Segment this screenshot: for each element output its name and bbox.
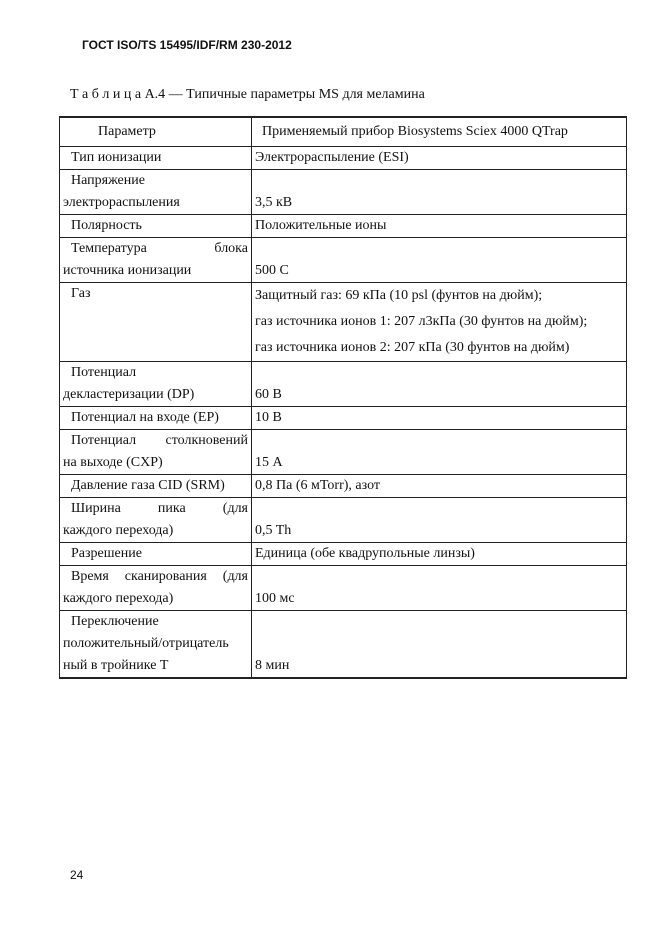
param-text: Ширина пика (для bbox=[71, 501, 248, 516]
table-row bbox=[60, 498, 627, 543]
table-row bbox=[60, 611, 627, 679]
param-text: Температура блока bbox=[71, 241, 248, 256]
gas-line: газ источника ионов 1: 207 л3кПа (30 фунтов на дюйм); bbox=[255, 314, 588, 329]
param-cell bbox=[60, 215, 252, 238]
table-row bbox=[60, 283, 627, 362]
param-cell bbox=[60, 430, 252, 475]
table-row bbox=[60, 170, 627, 215]
param-cell bbox=[60, 543, 252, 566]
param-text: Давление газа CID (SRM) bbox=[71, 478, 225, 493]
value-cell: Электрораспыление (ESI) bbox=[252, 147, 627, 170]
gas-line: Защитный газ: 69 кПа (10 psl (фунтов на дюйм); bbox=[255, 288, 543, 303]
header-parameter: Параметр bbox=[60, 117, 252, 147]
param-cell bbox=[60, 566, 252, 611]
document-header: ГОСТ ISO/TS 15495/IDF/RM 230-2012 bbox=[82, 38, 292, 52]
table-row bbox=[60, 147, 627, 170]
param-text: источника ионизации bbox=[63, 263, 192, 278]
table-row bbox=[60, 238, 627, 283]
value-cell: 500 С bbox=[252, 238, 627, 283]
value-cell bbox=[252, 283, 627, 362]
param-cell bbox=[60, 170, 252, 215]
param-cell bbox=[60, 238, 252, 283]
param-text: ный в тройнике Т bbox=[63, 658, 169, 673]
param-text: электрораспыления bbox=[63, 195, 180, 210]
param-text: Разрешение bbox=[71, 546, 142, 561]
table-row bbox=[60, 407, 627, 430]
page-number: 24 bbox=[70, 868, 84, 882]
value-cell: 0,5 Th bbox=[252, 498, 627, 543]
table-row bbox=[60, 543, 627, 566]
param-cell bbox=[60, 407, 252, 430]
param-text: Потенциал на входе (EP) bbox=[71, 410, 219, 425]
value-cell: Положительные ионы bbox=[252, 215, 627, 238]
value-cell: 15 А bbox=[252, 430, 627, 475]
param-cell bbox=[60, 147, 252, 170]
header-instrument: Применяемый прибор Biosystems Sciex 4000 QTrap bbox=[252, 117, 627, 147]
param-text: Тип ионизации bbox=[71, 150, 162, 165]
param-cell bbox=[60, 362, 252, 407]
value-cell: 60 В bbox=[252, 362, 627, 407]
table-row bbox=[60, 362, 627, 407]
table-header-row bbox=[60, 117, 627, 147]
table-row bbox=[60, 475, 627, 498]
param-text: Полярность bbox=[71, 218, 142, 233]
table-row bbox=[60, 430, 627, 475]
param-text: положительный/отрицатель bbox=[63, 636, 229, 651]
table-caption: Т а б л и ц а А.4 — Типичные параметры MS для меламина bbox=[70, 87, 425, 102]
param-text: Потенциал bbox=[71, 365, 137, 380]
value-cell: 100 мс bbox=[252, 566, 627, 611]
value-cell: Единица (обе квадрупольные линзы) bbox=[252, 543, 627, 566]
param-text: каждого перехода) bbox=[63, 523, 174, 538]
param-text: на выходе (CXP) bbox=[63, 455, 163, 470]
param-text: Газ bbox=[71, 286, 91, 301]
param-text: Переключение bbox=[71, 614, 159, 629]
param-text: Время сканирования (для bbox=[71, 569, 248, 584]
param-cell bbox=[60, 475, 252, 498]
param-cell bbox=[60, 611, 252, 679]
value-cell: 8 мин bbox=[252, 611, 627, 679]
ms-parameters-table bbox=[59, 116, 627, 679]
param-text: каждого перехода) bbox=[63, 591, 174, 606]
param-cell bbox=[60, 283, 252, 362]
param-text: Напряжение bbox=[71, 173, 145, 188]
table-row bbox=[60, 566, 627, 611]
value-cell: 0,8 Па (6 мTorr), азот bbox=[252, 475, 627, 498]
gas-line: газ источника ионов 2: 207 кПа (30 фунтов на дюйм) bbox=[255, 340, 570, 355]
param-cell bbox=[60, 498, 252, 543]
param-text: декластеризации (DP) bbox=[63, 387, 195, 402]
value-cell: 3,5 кВ bbox=[252, 170, 627, 215]
param-text: Потенциал столкновений bbox=[71, 433, 248, 448]
table-row bbox=[60, 215, 627, 238]
value-cell: 10 В bbox=[252, 407, 627, 430]
